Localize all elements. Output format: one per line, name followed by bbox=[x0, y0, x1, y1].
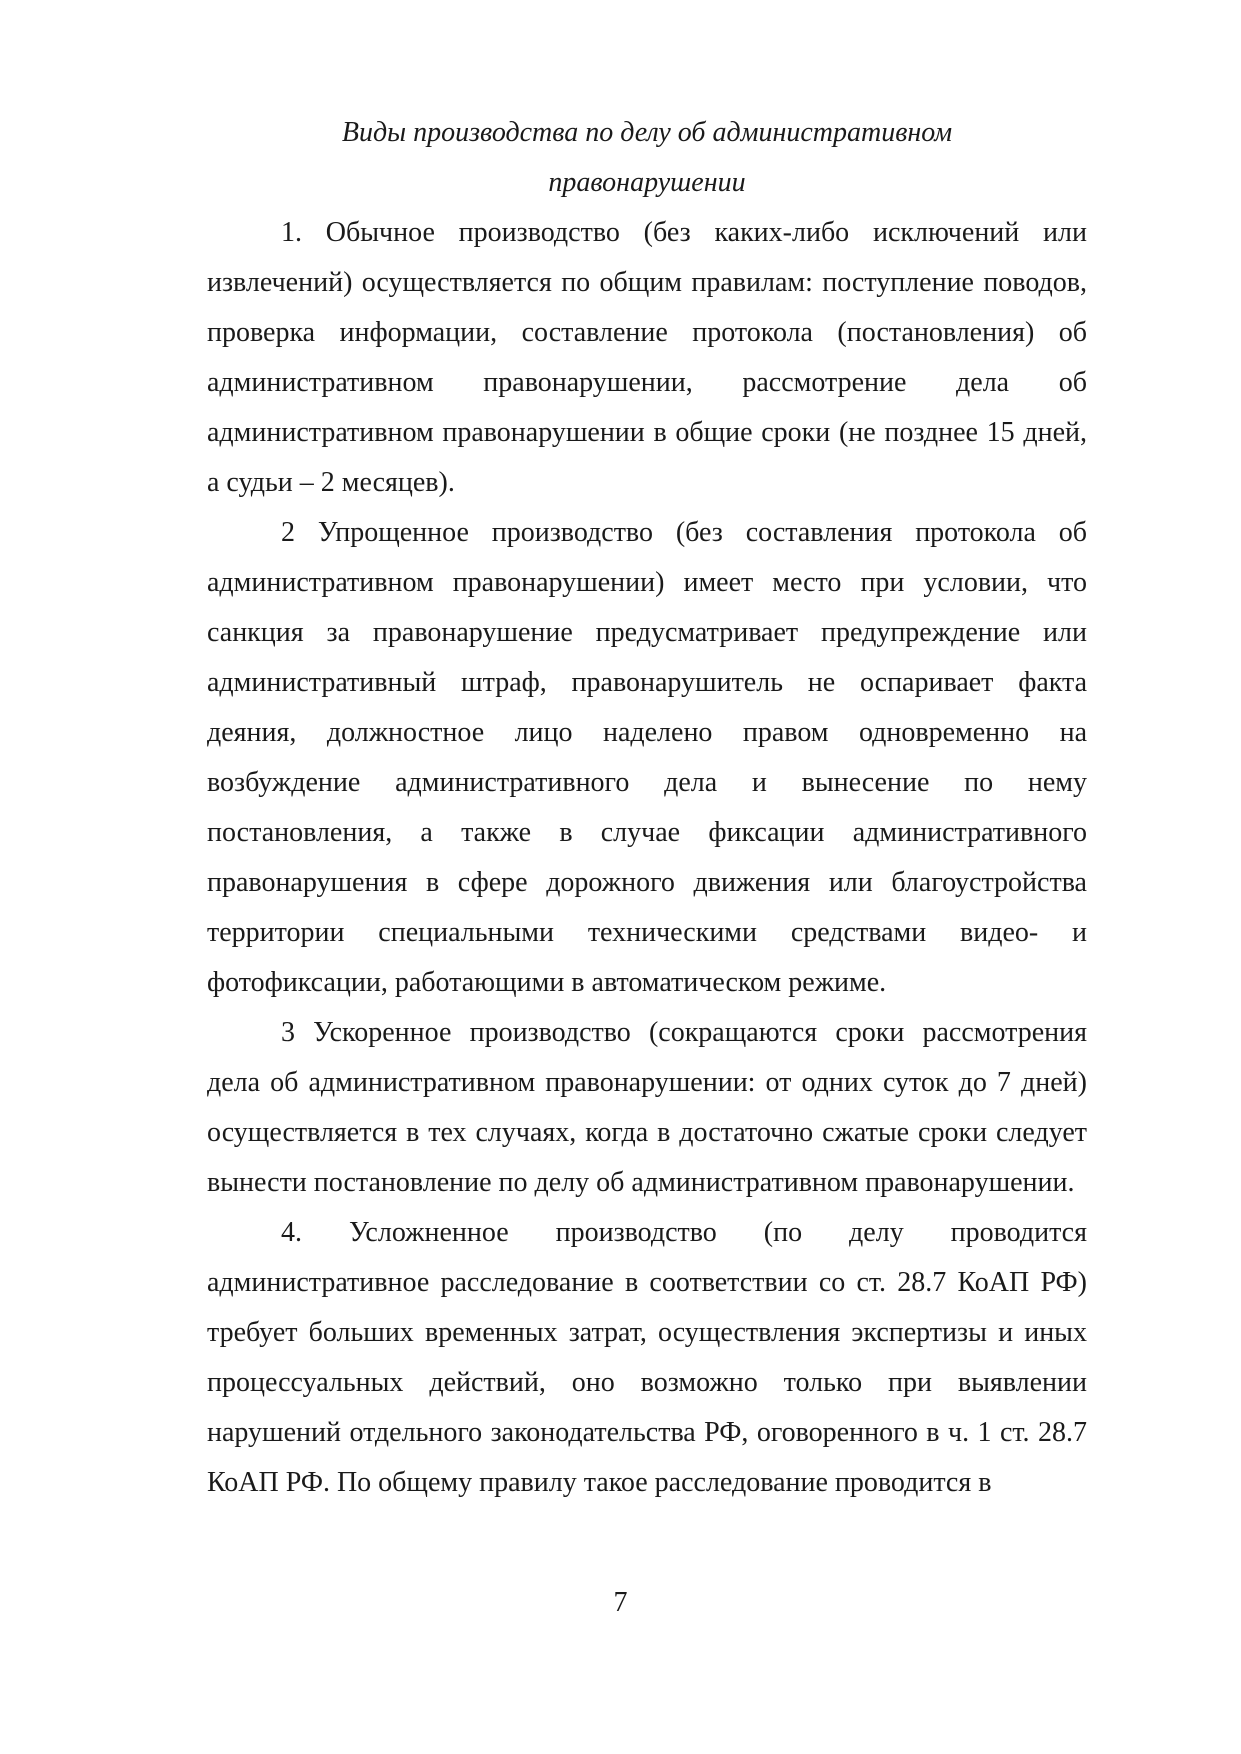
paragraph-accelerated-proceedings: 3 Ускоренное производство (сокращаются сроки рассмотрения дела об административном правонарушении: от одних суток до 7 дней) осуществляется в тех случаях, когда в достаточно сжатые сроки следует вынести постановление по делу об административном правонарушении. bbox=[207, 1017, 1087, 1198]
title-line-2: правонарушении bbox=[548, 167, 746, 198]
title-line-1: Виды производства по делу об административном bbox=[341, 117, 953, 148]
page-title bbox=[207, 108, 1087, 208]
paragraph-complicated-proceedings: 4. Усложненное производство (по делу проводится административное расследование в соответствии со ст. 28.7 КоАП РФ) требует больших временных затрат, осуществления экспертизы и иных процессуальных действий, оно возможно только при выявлении нарушений отдельного законодательства РФ, оговоренного в ч. 1 ст. 28.7 КоАП РФ. По общему правилу такое расследование проводится в bbox=[207, 1217, 1087, 1498]
body-text bbox=[207, 208, 1087, 1508]
paragraph-ordinary-proceedings: 1. Обычное производство (без каких-либо исключений или извлечений) осуществляется по общим правилам: поступление поводов, проверка информации, составление протокола (постановления) об административном правонарушении, рассмотрение дела об административном правонарушении в общие сроки (не позднее 15 дней, а судьи – 2 месяцев). bbox=[207, 217, 1087, 498]
paragraph-simplified-proceedings: 2 Упрощенное производство (без составления протокола об административном правонарушении) имеет место при условии, что санкция за правонарушение предусматривает предупреждение или административный штраф, правонарушитель не оспаривает факта деяния, должностное лицо наделено правом одновременно на возбуждение административного дела и вынесение по нему постановления, а также в случае фиксации административного правонарушения в сфере дорожного движения или благоустройства территории специальными техническими средствами видео- и фотофиксации, работающими в автоматическом режиме. bbox=[207, 517, 1087, 998]
page-number: 7 bbox=[613, 1587, 628, 1618]
